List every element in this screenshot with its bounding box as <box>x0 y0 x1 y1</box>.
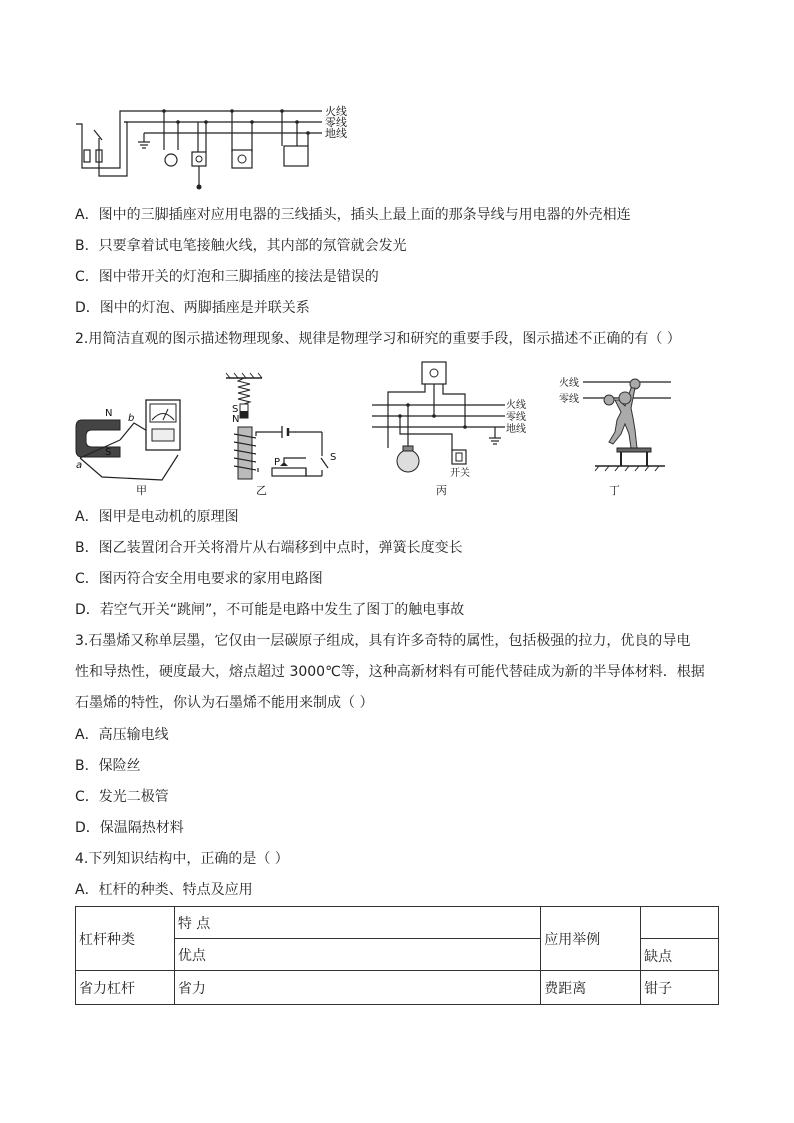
yi-s-label: S <box>232 404 239 415</box>
yi-switch-label: S <box>330 452 337 463</box>
bing-neutral-label: 零线 <box>506 412 526 423</box>
table-header-feature: 特 点 <box>174 907 540 939</box>
q3-option-d: D．保温隔热材料 <box>75 820 184 836</box>
table-row <box>76 971 719 1005</box>
table-cell-feature: 省力 <box>174 971 540 1005</box>
yi-n-label: N <box>232 414 240 425</box>
q3-stem-line-2: 性和导热性，硬度最大，熔点超过 3000℃等，这种高新材料有可能代替硅成为新的半导体材料．根据 <box>75 664 705 680</box>
q2-option-d: D．若空气开关“跳闸”，不可能是电路中发生了图丁的触电事故 <box>75 602 465 618</box>
figure-jia <box>72 395 202 500</box>
table-header-advantage: 优点 <box>174 939 540 971</box>
q3-stem-line-1: 3.石墨烯又称单层墨，它仅由一层碳原子组成，具有许多奇特的属性，包括极强的拉力，优良的导电 <box>75 633 691 649</box>
table-header-disadvantage: 缺点 <box>641 939 719 971</box>
bing-ground-label: 地线 <box>506 424 526 435</box>
bing-live-label: 火线 <box>506 400 526 411</box>
jia-b-label: b <box>128 413 135 424</box>
q1-option-a: A．图中的三脚插座对应用电器的三线插头，插头上最上面的那条导线与用电器的外壳相连 <box>75 207 631 223</box>
q4-stem: 4.下列知识结构中，正确的是（ ） <box>75 851 289 867</box>
table-cell-type: 省力杠杆 <box>76 971 175 1005</box>
ding-neutral-label: 零线 <box>559 394 579 405</box>
q3-stem-line-3: 石墨烯的特性，你认为石墨烯不能用来制成（ ） <box>75 695 374 711</box>
fig1-ground-label: 地线 <box>325 127 347 140</box>
jia-caption: 甲 <box>136 484 147 497</box>
figure-bing <box>370 360 535 500</box>
q1-option-b: B．只要拿着试电笔接触火线，其内部的氖管就会发光 <box>75 238 407 254</box>
table-header-example: 应用举例 <box>541 907 641 971</box>
q2-option-a: A．图甲是电动机的原理图 <box>75 509 239 525</box>
ding-live-label: 火线 <box>559 378 579 389</box>
q2-stem: 2.用简洁直观的图示描述物理现象、规律是物理学习和研究的重要手段，图示描述不正确的有（ ） <box>75 331 681 347</box>
q4-option-a: A．杠杆的种类、特点及应用 <box>75 882 253 898</box>
household-circuit-figure <box>72 100 362 195</box>
bing-switch-label: 开关 <box>450 468 470 479</box>
fig1-live-label: 火线 <box>325 105 347 118</box>
table-header-type: 杠杆种类 <box>76 907 175 971</box>
q1-option-d: D．图中的灯泡、两脚插座是并联关系 <box>75 300 310 316</box>
figure-ding <box>555 368 675 500</box>
fig1-neutral-label: 零线 <box>325 116 347 129</box>
q3-option-b: B．保险丝 <box>75 758 141 774</box>
table-cell-example: 费距离 <box>541 971 641 1005</box>
q2-option-c: C．图丙符合安全用电要求的家用电路图 <box>75 571 323 587</box>
yi-p-label: P <box>274 457 281 468</box>
yi-caption: 乙 <box>256 484 267 497</box>
jia-s-label: S <box>105 447 112 458</box>
q3-option-c: C．发光二极管 <box>75 789 169 805</box>
q3-option-a: A．高压输电线 <box>75 727 169 743</box>
ding-caption: 丁 <box>609 484 620 497</box>
figure-yi <box>222 372 352 500</box>
q2-option-b: B．图乙装置闭合开关将滑片从右端移到中点时，弹簧长度变长 <box>75 540 463 556</box>
table-cell-disadvantage: 钳子 <box>641 971 719 1005</box>
jia-n-label: N <box>105 408 113 419</box>
q1-option-c: C．图中带开关的灯泡和三脚插座的接法是错误的 <box>75 269 379 285</box>
bing-caption: 丙 <box>436 484 447 497</box>
table-header-empty <box>641 907 719 939</box>
jia-a-label: a <box>76 460 83 471</box>
lever-table <box>75 906 719 1005</box>
